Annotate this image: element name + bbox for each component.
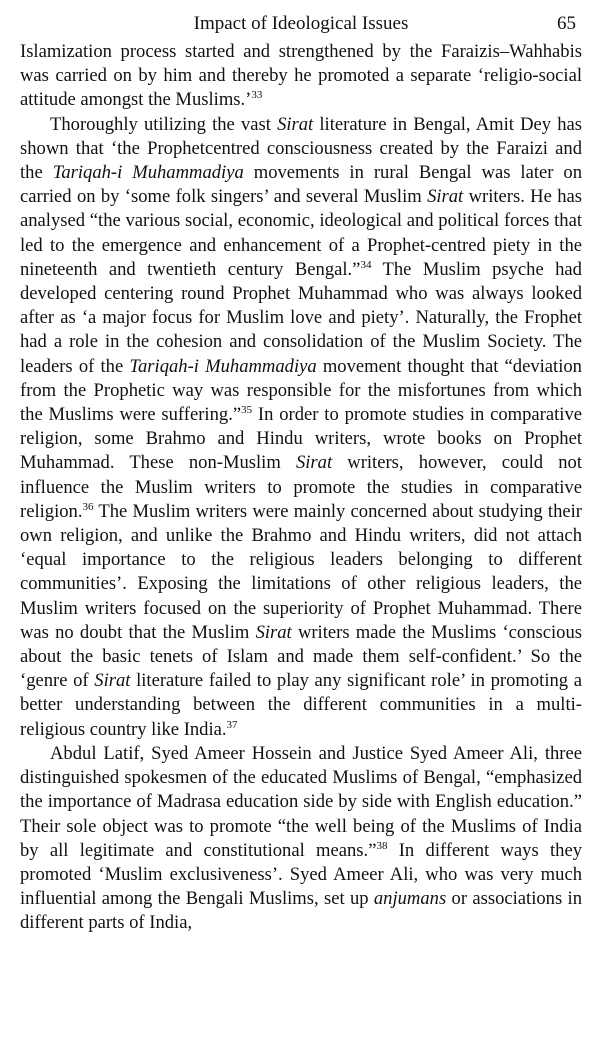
text-run: In order to promote studies in comparative religion, some Brahmo and Hindu writers, wrote books on Prophet Muhammad. These non-Muslim <box>20 404 582 474</box>
body-text <box>20 40 582 936</box>
footnote-marker: 38 <box>376 839 388 852</box>
text-run: Islamization process started and strengthened by the Faraizis–Wahhabis was carried on by him and thereby he promoted a separate ‘religio-social attitude amongst the Muslims.’ <box>20 41 582 111</box>
footnote-marker: 34 <box>360 258 372 271</box>
italic-term: Sirat <box>427 186 464 208</box>
paragraph <box>20 742 582 936</box>
italic-term: anjumans <box>373 888 447 910</box>
text-run: In different ways they promoted ‘Muslim exclusiveness’. Syed Ameer Ali, who was very much influential among the Bengali Muslims, set up <box>20 839 582 910</box>
page-number: 65 <box>557 13 576 34</box>
text-run: Thoroughly utilizing the vast <box>50 113 278 135</box>
text-run: movements in rural Bengal was later on carried on by ‘some folk singers’ and several Muslim <box>20 162 582 208</box>
italic-term: Tariqah-i Muhammadiya <box>129 355 317 377</box>
running-head-title: Impact of Ideological Issues <box>193 13 409 34</box>
text-run: The Muslim psyche had developed centering round Prophet Muhammad who was always looked after as ‘a major focus for Muslim love and piety’. Naturally, the Frophet had a role in the cohesion and consolidation of the Muslim Society. The leaders of the <box>20 258 582 377</box>
running-head <box>20 0 582 40</box>
italic-term: Sirat <box>295 452 333 474</box>
footnote-marker: 33 <box>251 89 263 102</box>
footnote-marker: 37 <box>226 718 238 731</box>
italic-term: Sirat <box>277 113 314 135</box>
footnote-marker: 35 <box>241 403 253 416</box>
italic-term: Tariqah-i Muhammadiya <box>52 162 244 184</box>
text-run: writers made the Muslims ‘conscious about the basic tenets of Islam and made them self-confident.’ So the ‘genre of <box>20 621 582 692</box>
text-run: literature failed to play any significant role’ in promoting a better understanding between the different communities in a multi-religious country like India. <box>20 670 582 740</box>
paragraph <box>20 113 582 742</box>
paragraph <box>20 40 582 113</box>
book-page <box>20 0 582 936</box>
text-run: Abdul Latif, Syed Ameer Hossein and Justice Syed Ameer Ali, three distinguished spokesmen of the educated Muslims of Bengal, “emphasized the importance of Madrasa education side by side with English education.” Their sole object was to promote “the well being of the Muslims of India by all legitimate and constitutional means.” <box>20 742 582 861</box>
text-run: writers, however, could not influence the Muslim writers to promote the studies in comparative religion. <box>20 452 582 522</box>
italic-term: Sirat <box>94 670 131 692</box>
footnote-marker: 36 <box>82 500 94 513</box>
italic-term: Sirat <box>255 621 292 643</box>
text-run: movement thought that “deviation from the Prophetic way was responsible for the misfortunes from which the Muslims were suffering.” <box>20 355 582 426</box>
text-run: literature in Bengal, Amit Dey has shown that ‘the Prophetcentred consciousness created by the Faraizi and the <box>20 113 583 184</box>
text-run: The Muslim writers were mainly concerned about studying their own religion, and unlike the Brahmo and Hindu writers, did not attach ‘equal importance to the religious leaders belonging to different communities’. Exposing the limitations of other religious leaders, the Muslim writers focused on the superiority of Prophet Muhammad. There was no doubt that the Muslim <box>20 500 582 643</box>
text-run: writers. He has analysed “the various social, economic, ideological and political forces that led to the emergence and enhancement of a Prophet-centred piety in the nineteenth and twentieth century Bengal.” <box>20 186 582 280</box>
text-run: or associations in different parts of India, <box>20 888 582 934</box>
